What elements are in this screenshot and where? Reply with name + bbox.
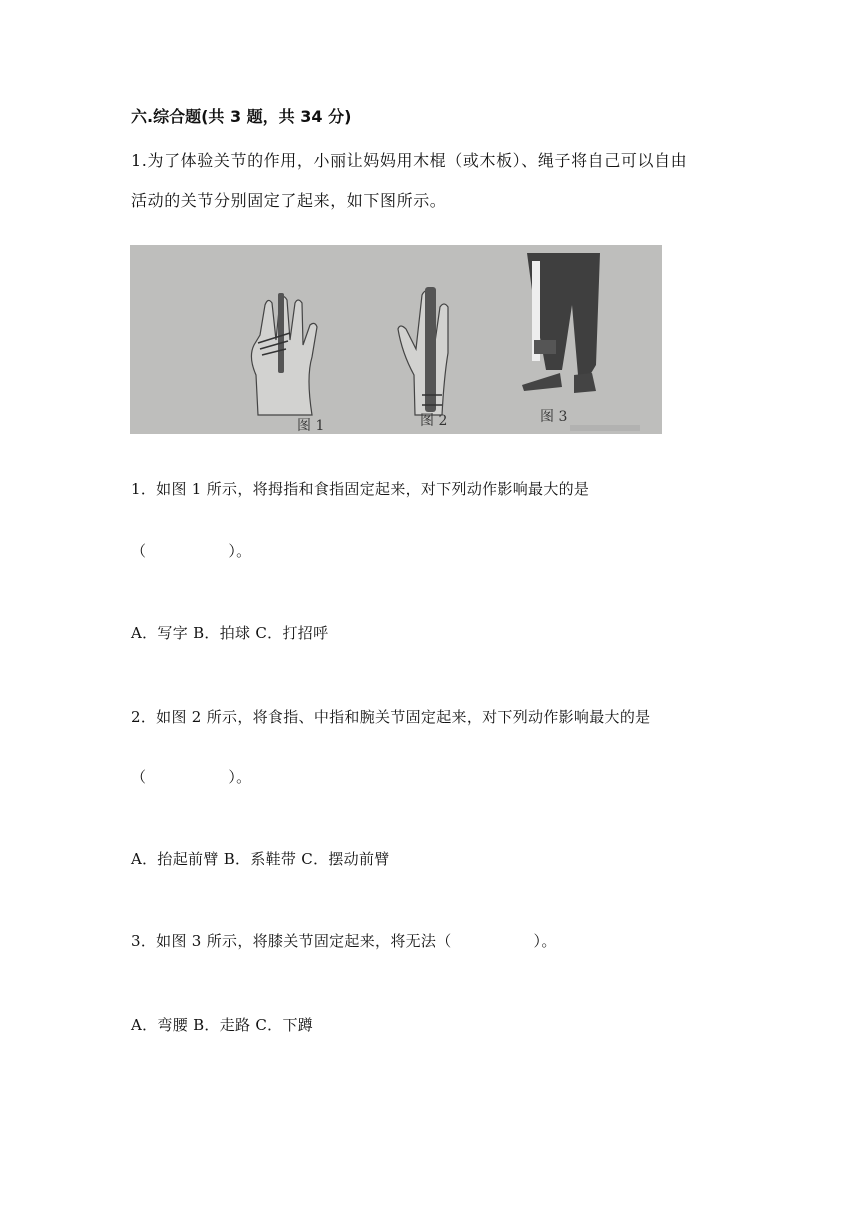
blank-close: ）。 [533, 932, 557, 950]
blank-close: ）。 [228, 542, 252, 560]
question-2-options: A．抬起前臂 B．系鞋带 C．摆动前臂 [131, 850, 390, 868]
question-3-stem: 3．如图 3 所示，将膝关节固定起来，将无法（ [131, 932, 452, 950]
intro-line-2: 活动的关节分别固定了起来，如下图所示。 [131, 191, 447, 210]
question-1-answer-blank[interactable] [131, 540, 251, 561]
intro-line-1: 1.为了体验关节的作用，小丽让妈妈用木棍（或木板）、绳子将自己可以自由 [131, 151, 688, 170]
blank-close: ）。 [228, 768, 252, 786]
caption-figure-1: 图 1 [297, 418, 325, 434]
question-1-options: A．写字 B．拍球 C．打招呼 [131, 624, 329, 642]
question-3-line [131, 930, 557, 951]
question-2-answer-blank[interactable] [131, 766, 251, 787]
caption-figure-2: 图 2 [420, 413, 448, 429]
joint-fixation-photo [130, 245, 662, 434]
blank-open: （ [131, 542, 147, 560]
section-title: 六.综合题(共 3 题，共 34 分) [131, 107, 352, 126]
question-2-stem: 2．如图 2 所示，将食指、中指和腕关节固定起来，对下列动作影响最大的是 [131, 708, 651, 726]
caption-figure-3: 图 3 [540, 409, 568, 425]
question-3-options: A．弯腰 B．走路 C．下蹲 [131, 1016, 314, 1034]
blank-open: （ [131, 768, 147, 786]
question-1-stem: 1．如图 1 所示，将拇指和食指固定起来，对下列动作影响最大的是 [131, 480, 590, 498]
